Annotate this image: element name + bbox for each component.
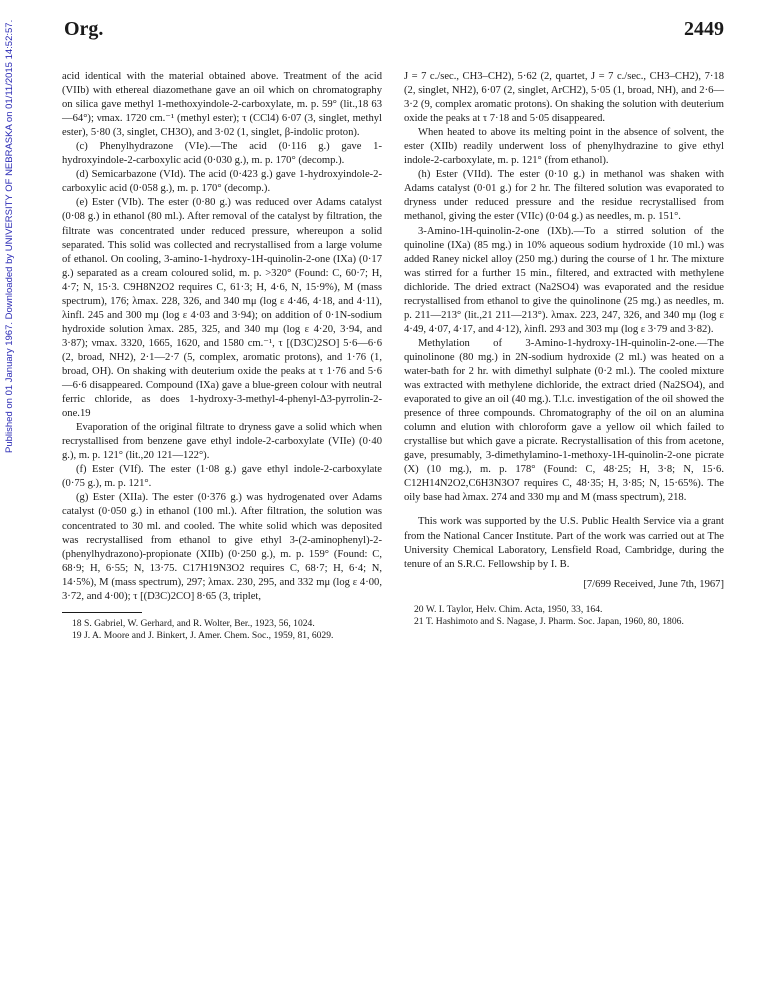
footnote: 19 J. A. Moore and J. Binkert, J. Amer. Chem. Soc., 1959, 81, 6029. <box>72 630 334 642</box>
footnote: 18 S. Gabriel, W. Gerhard, and R. Wolter, Ber., 1923, 56, 1024. <box>72 617 315 629</box>
paragraph: (c) Phenylhydrazone (VIe).—The acid (0·116 g.) gave 1-hydroxyindole-2-carboxylic acid (0·030 g.), m. p. 170° (decomp.). <box>62 141 382 167</box>
paragraph: (d) Semicarbazone (VId). The acid (0·423 g.) gave 1-hydroxyindole-2-carboxylic acid (0·058 g.), m. p. 170° (decomp.). <box>62 169 382 195</box>
paragraph: (g) Ester (XIIa). The ester (0·376 g.) was hydrogenated over Adams catalyst (0·050 g.) in ethanol (100 ml.). After filtration, the solution was concentrated to 30 ml. and cooled. The white solid which was deposited was recrystallised from ethanol to give ethyl 3-(2-aminophenyl)-2-(phenylhydrazono)-propionate (XIIb) (0·250 g.), m. p. 159° (Found: C, 68·9; H, 6·55; N, 13·75. C17H19N3O2 requires C, 68·7; H, 6·4; N, 14·5%), M (mass spectrum), 297; λmax. 230, 295, and 332 mμ (log ε 4·00, 3·72, and 4·00); τ [(D3C)2CO] 8·65 (3, triplet, <box>62 492 382 602</box>
left-column <box>62 70 382 643</box>
paragraph: (h) Ester (VIId). The ester (0·10 g.) in methanol was shaken with Adams catalyst (0·01 g.) for 2 hr. The filtered solution was evaporated to dryness under reduced pressure and the residue recrystallised from methanol, giving the ester (VIIc) (0·04 g.) as needles, m. p. 151°. <box>404 169 724 223</box>
footnote-rule <box>62 612 142 613</box>
journal-name: Org. <box>64 18 104 40</box>
received-date: [7/699 Received, June 7th, 1967] <box>583 578 724 590</box>
paragraph: (f) Ester (VIf). The ester (1·08 g.) gave ethyl indole-2-carboxylate (0·75 g.), m. p. 121°. <box>62 464 382 490</box>
paragraph: Methylation of 3-Amino-1-hydroxy-1H-quinolin-2-one.—The quinolinone (80 mg.) in 2N-sodium hydroxide (2 ml.) was heated on a water-bath for 2 hr. with dimethyl sulphate (0·2 ml.). The cooled mixture was extracted with methylene dichloride, the extract dried (Na2SO4), and evaporated to give an oil (40 mg.). T.l.c. investigation of the oil showed the presence of three compounds. Chromatography of the oil on an alumina column and elution with chloroform gave a yellow oil which failed to crystallise but which gave a picrate. Recrystallisation of this from acetone, gave, presumably, 3-dimethylamino-1-methoxy-1H-quinolin-2-one picrate (X) (10 mg.), m. p. 178° (Found: C, 48·25; H, 3·8; N, 15·6. C12H14N2O2,C6H3N3O7 requires C, 48·35; H, 3·85; N, 15·65%). The oily base had λmax. 274 and 330 mμ and M (mass spectrum), 218. <box>404 337 724 504</box>
paragraph: 3-Amino-1H-quinolin-2-one (IXb).—To a stirred solution of the quinoline (IXa) (85 mg.) in 10% aqueous sodium hydroxide (10 ml.) was added Raney nickel alloy (250 mg.) during the course of 1 hr. The mixture was stirred for a further 15 min., filtered, and extracted with methylene dichloride. The dried extract (Na2SO4) was evaporated and the residue recrystallised from ethanol to give the quinolinone (25 mg.) as needles, m. p. 211—213° (lit.,21 211—213°). λmax. 223, 247, 326, and 340 mμ (log ε 4·49, 4·07, 4·17, and 4·12), λinfl. 293 and 303 mμ (log ε 3·79 and 3·82). <box>404 225 724 335</box>
right-column <box>404 70 724 629</box>
footnote: 21 T. Hashimoto and S. Nagase, J. Pharm. Soc. Japan, 1960, 80, 1806. <box>414 616 684 628</box>
paragraph: When heated to above its melting point in the absence of solvent, the ester (XIIb) readily underwent loss of phenylhydrazine to give ethyl indole-2-carboxylate, m. p. 121° (from ethanol). <box>404 127 724 167</box>
paragraph: J = 7 c./sec., CH3–CH2), 5·62 (2, quartet, J = 7 c./sec., CH3–CH2), 7·18 (2, singlet, NH2), 6·07 (2, singlet, ArCH2), 5·05 (1, broad, NH), and 2·6—3·2 (9, complex aromatic protons). On shaking the solution with deuterium oxide the peaks at τ 7·18 and 5·05 disappeared. <box>404 71 724 125</box>
download-watermark: Published on 01 January 1967. Downloaded by UNIVERSITY OF NEBRASKA on 01/11/2015 14:52:57. <box>4 20 15 454</box>
page-number: 2449 <box>684 18 724 40</box>
acknowledgement: This work was supported by the U.S. Public Health Service via a grant from the National Cancer Institute. Part of the work was carried out at The University Chemical Laboratory, Lensfield Road, Cambridge, during the tenure of an S.R.C. Fellowship by I. B. <box>404 516 724 570</box>
paragraph: acid identical with the material obtained above. Treatment of the acid (VIIb) with ethereal diazomethane gave an oil which on chromatography on silica gave methyl 1-methoxyindole-2-carboxylate, m. p. 59° (lit.,18 63—64°); νmax. 1720 cm.⁻¹ (methyl ester); τ (CCl4) 6·07 (3, singlet, methyl ester), 5·80 (3, singlet, CH3O), and 3·02 (1, singlet, β-indolic proton). <box>62 71 382 139</box>
paragraph: (e) Ester (VIb). The ester (0·80 g.) was reduced over Adams catalyst (0·08 g.) in ethanol (80 ml.). After removal of the catalyst by filtration, the filtrate was concentrated under reduced pressure, whereupon a solid separated. This solid was collected and recrystallised from a large volume of ethanol. On cooling, 3-amino-1-hydroxy-1H-quinolin-2-one (IXa) (0·17 g.) separated as a cream coloured solid, m. p. >320° (Found: C, 60·7; H, 4·7; N, 15·3. C9H8N2O2 requires C, 61·3; H, 4·6, N, 15·9%), M (mass spectrum), 176; λmax. 228, 326, and 340 mμ (log ε 4·46, 4·18, and 4·11), λinfl. 245 and 300 mμ (log ε 4·03 and 3·94); on addition of 0·1N-sodium hydroxide solution λmax. 285, 325, and 340 mμ (log ε 4·20, 3·94, and 3·87); νmax. 3320, 1665, 1620, and 1580 cm.⁻¹, τ [(D3C)2SO] 5·6—6·6 (2, broad, NH2), 2·1—2·7 (5, complex, aromatic protons), and 1·76 (1, broad, OH). On shaking with deuterium oxide the peaks at τ 1·76 and 5·6—6·6 disappeared. Compound (IXa) gave a blue-green colour with neutral ferric chloride, as does 1-hydroxy-3-methyl-4-phenyl-Δ3-pyrrolin-2-one.19 <box>62 197 382 420</box>
paragraph: Evaporation of the original filtrate to dryness gave a solid which when recrystallised from benzene gave ethyl indole-2-carboxylate (VIIe) (0·40 g.), m. p. 121° (lit.,20 121—122°). <box>62 422 382 462</box>
footnote: 20 W. I. Taylor, Helv. Chim. Acta, 1950, 33, 164. <box>414 603 603 615</box>
